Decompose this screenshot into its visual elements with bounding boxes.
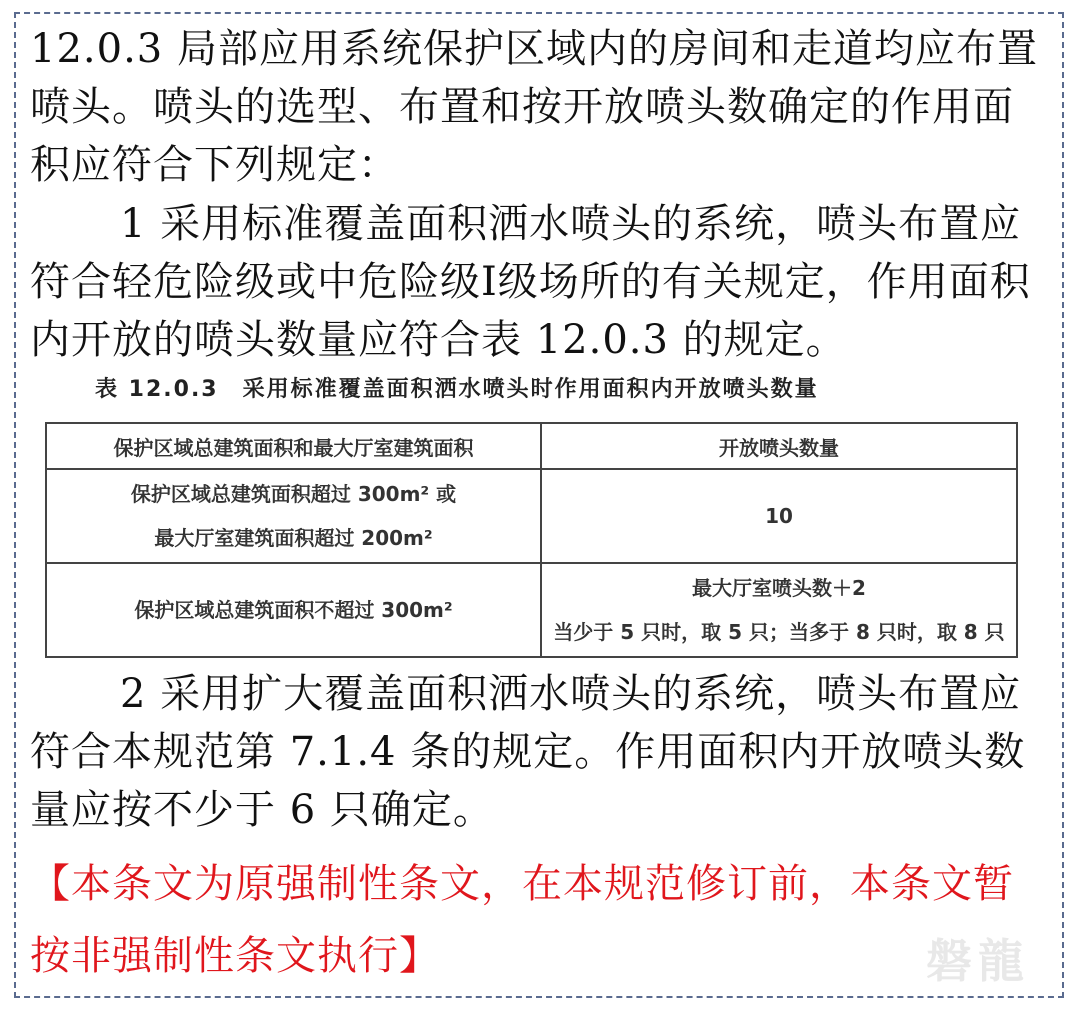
row1-value (541, 469, 1017, 563)
clause-item-1: 1 采用标准覆盖面积洒水喷头的系统，喷头布置应符合轻危险级或中危险级Ⅰ级场所的有关规定，作用面积内开放的喷头数量应符合表 12.0.3 的规定。 (30, 201, 1031, 363)
row1-value-line1: 10 (765, 504, 793, 528)
row2-value-line1: 最大厅室喷头数＋2 (692, 576, 866, 600)
mandatory-note: 【本条文为原强制性条文，在本规范修订前，本条文暂按非强制性条文执行】 (30, 861, 1014, 979)
row2-condition (46, 563, 541, 657)
row2-condition-line1: 保护区域总建筑面积不超过 300m² (134, 598, 453, 622)
row1-condition-line1: 保护区域总建筑面积超过 300m² 或 (130, 482, 457, 506)
clause-item-2: 2 采用扩大覆盖面积洒水喷头的系统，喷头布置应符合本规范第 7.1.4 条的规定。作用面积内开放喷头数量应按不少于 6 只确定。 (30, 671, 1026, 833)
row1-condition-line2: 最大厅室建筑面积超过 200m² (154, 526, 433, 550)
header-count: 开放喷头数量 (541, 423, 1017, 469)
row1-condition (46, 469, 541, 563)
table-caption: 表 12.0.3 采用标准覆盖面积洒水喷头时作用面积内开放喷头数量 (95, 377, 819, 402)
table-header-row (46, 423, 1017, 469)
row2-value (541, 563, 1017, 657)
table-row (46, 469, 1017, 563)
clause-intro: 12.0.3 局部应用系统保护区域内的房间和走道均应布置喷头。喷头的选型、布置和按开放喷头数确定的作用面积应符合下列规定： (30, 26, 1038, 188)
table-row (46, 563, 1017, 657)
sprinkler-count-table (45, 422, 1018, 658)
header-area: 保护区域总建筑面积和最大厅室建筑面积 (46, 423, 541, 469)
watermark-logo: 磐龍 (926, 934, 1030, 988)
row2-value-line2: 当少于 5 只时，取 5 只；当多于 8 只时，取 8 只 (553, 620, 1005, 644)
